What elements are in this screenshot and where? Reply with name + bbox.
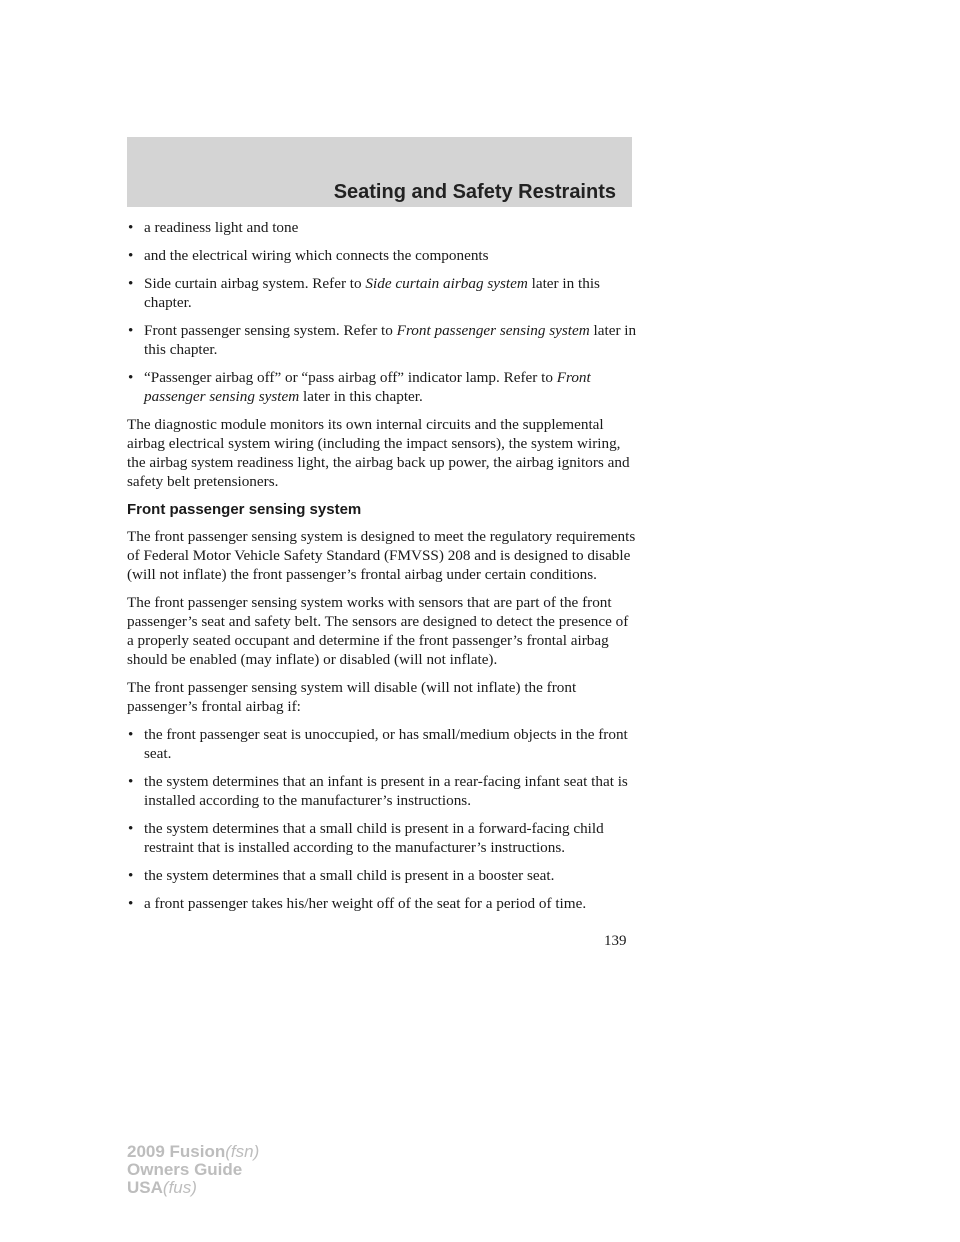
list-item: • Side curtain airbag system. Refer to Side curtain airbag system later in this chapter. (127, 274, 637, 312)
paragraph: The front passenger sensing system works with sensors that are part of the front passenger’s seat and safety belt. The sensors are designed to detect the presence of a properly seated occupant and determine if the front passenger’s frontal airbag should be enabled (may inflate) or disabled (will not inflate). (127, 594, 629, 668)
paragraph: The front passenger sensing system is designed to meet the regulatory requirements of Federal Motor Vehicle Safety Standard (FMVSS) 208 and is designed to disable (will not inflate) the front passenger’s frontal airbag under certain conditions. (127, 528, 636, 583)
list-item: • a readiness light and tone (127, 218, 637, 237)
list-item: • Front passenger sensing system. Refer to Front passenger sensing system later in this chapter. (127, 321, 637, 359)
list-item: • the system determines that a small child is present in a forward-facing child restraint that is installed according to the manufacturer’s instructions. (127, 819, 637, 857)
page-number: 139 (604, 933, 627, 949)
document-footer: 2009 Fusion(fsn) Owners Guide USA(fus) (127, 1142, 260, 1197)
section-heading: Front passenger sensing system (127, 501, 362, 518)
list-item: • the system determines that an infant is present in a rear-facing infant seat that is installed according to the manufacturer’s instructions. (127, 772, 637, 810)
paragraph: The diagnostic module monitors its own internal circuits and the supplemental airbag electrical system wiring (including the impact sensors), the system wiring, the airbag system readiness light, the airbag back up power, the airbag ignitors and safety belt pretensioners. (127, 416, 630, 490)
paragraph: The front passenger sensing system will disable (will not inflate) the front passenger’s frontal airbag if: (127, 679, 577, 715)
chapter-header-band (127, 137, 632, 207)
cross-reference: Front passenger sensing system (144, 369, 591, 405)
list-item: • the system determines that a small child is present in a booster seat. (127, 866, 637, 885)
list-item: • a front passenger takes his/her weight off of the seat for a period of time. (127, 894, 637, 913)
cross-reference: Side curtain airbag system (365, 275, 528, 292)
cross-reference: Front passenger sensing system (396, 322, 590, 339)
list-item: • and the electrical wiring which connects the components (127, 246, 637, 265)
page-content (127, 218, 637, 922)
list-item: • the front passenger seat is unoccupied, or has small/medium objects in the front seat. (127, 725, 637, 763)
list-item: • “Passenger airbag off” or “pass airbag off” indicator lamp. Refer to Front passenger sensing system later in this chapter. (127, 368, 637, 406)
chapter-title: Seating and Safety Restraints (333, 181, 616, 203)
